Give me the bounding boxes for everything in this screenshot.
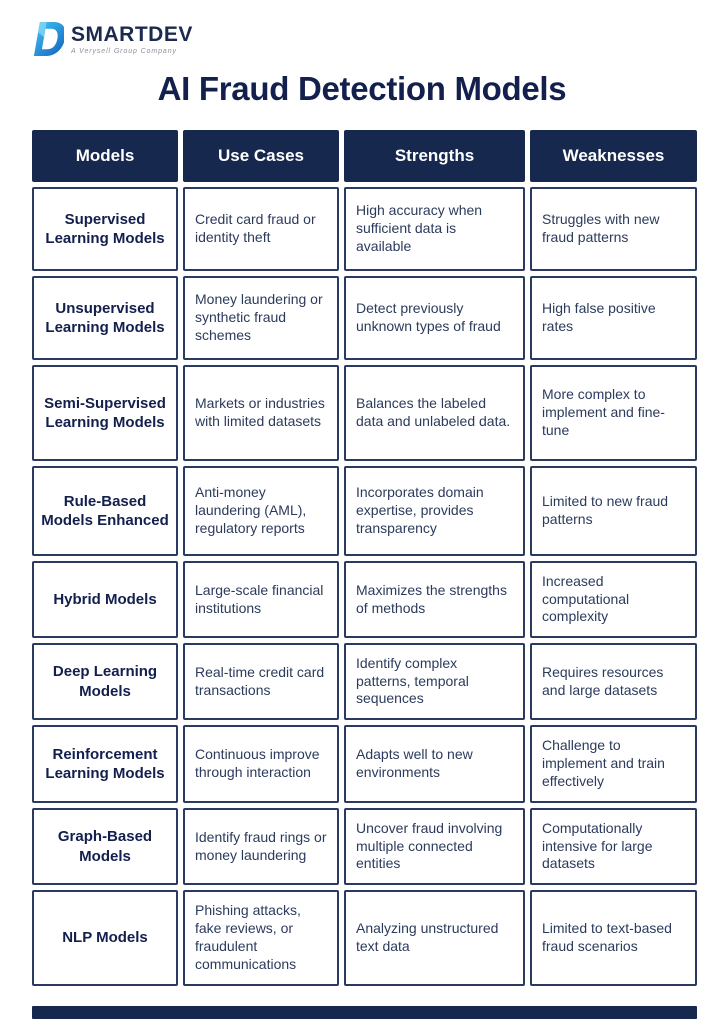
- page-title: AI Fraud Detection Models: [157, 70, 567, 107]
- strength-cell: Identify complex patterns, temporal sequences: [344, 643, 525, 720]
- weakness-cell: Struggles with new fraud patterns: [530, 187, 697, 271]
- use-case-cell: Real-time credit card transactions: [183, 643, 339, 720]
- header-weaknesses: Weaknesses: [530, 130, 697, 182]
- weakness-cell: Limited to new fraud patterns: [530, 466, 697, 556]
- footer-bar: [32, 1006, 697, 1019]
- header-use-cases: Use Cases: [183, 130, 339, 182]
- model-cell: NLP Models: [32, 890, 178, 986]
- strength-cell: High accuracy when sufficient data is available: [344, 187, 525, 271]
- strength-cell: Balances the labeled data and unlabeled data.: [344, 365, 525, 461]
- model-cell: Semi-Supervised Learning Models: [32, 365, 178, 461]
- use-case-cell: Continuous improve through interaction: [183, 725, 339, 803]
- use-case-cell: Credit card fraud or identity theft: [183, 187, 339, 271]
- strength-cell: Analyzing unstructured text data: [344, 890, 525, 986]
- logo-text-block: [71, 20, 193, 55]
- use-case-cell: Phishing attacks, fake reviews, or fraudulent communications: [183, 890, 339, 986]
- model-cell: Reinforcement Learning Models: [32, 725, 178, 803]
- brand-tagline: A Verysell Group Company: [71, 48, 177, 55]
- brand-name: SMARTDEV: [71, 23, 193, 46]
- use-case-cell: Money laundering or synthetic fraud schemes: [183, 276, 339, 360]
- smartdev-logo: [30, 20, 193, 63]
- model-cell: Rule-Based Models Enhanced: [32, 466, 178, 556]
- weakness-cell: Requires resources and large datasets: [530, 643, 697, 720]
- weakness-cell: High false positive rates: [530, 276, 697, 360]
- weakness-cell: Computationally intensive for large datasets: [530, 808, 697, 885]
- weakness-cell: More complex to implement and fine-tune: [530, 365, 697, 461]
- model-cell: Supervised Learning Models: [32, 187, 178, 271]
- weakness-cell: Challenge to implement and train effectively: [530, 725, 697, 803]
- use-case-cell: Anti-money laundering (AML), regulatory reports: [183, 466, 339, 556]
- use-case-cell: Identify fraud rings or money laundering: [183, 808, 339, 885]
- weakness-cell: Limited to text-based fraud scenarios: [530, 890, 697, 986]
- strength-cell: Adapts well to new environments: [344, 725, 525, 803]
- model-cell: Deep Learning Models: [32, 643, 178, 720]
- header-models: Models: [32, 130, 178, 182]
- use-case-cell: Large-scale financial institutions: [183, 561, 339, 638]
- header-strengths: Strengths: [344, 130, 525, 182]
- smartdev-d-icon: [30, 20, 64, 63]
- strength-cell: Uncover fraud involving multiple connected entities: [344, 808, 525, 885]
- strength-cell: Incorporates domain expertise, provides transparency: [344, 466, 525, 556]
- model-cell: Graph-Based Models: [32, 808, 178, 885]
- fraud-models-table: [32, 130, 697, 986]
- weakness-cell: Increased computational complexity: [530, 561, 697, 638]
- model-cell: Unsupervised Learning Models: [32, 276, 178, 360]
- strength-cell: Maximizes the strengths of methods: [344, 561, 525, 638]
- use-case-cell: Markets or industries with limited datasets: [183, 365, 339, 461]
- strength-cell: Detect previously unknown types of fraud: [344, 276, 525, 360]
- model-cell: Hybrid Models: [32, 561, 178, 638]
